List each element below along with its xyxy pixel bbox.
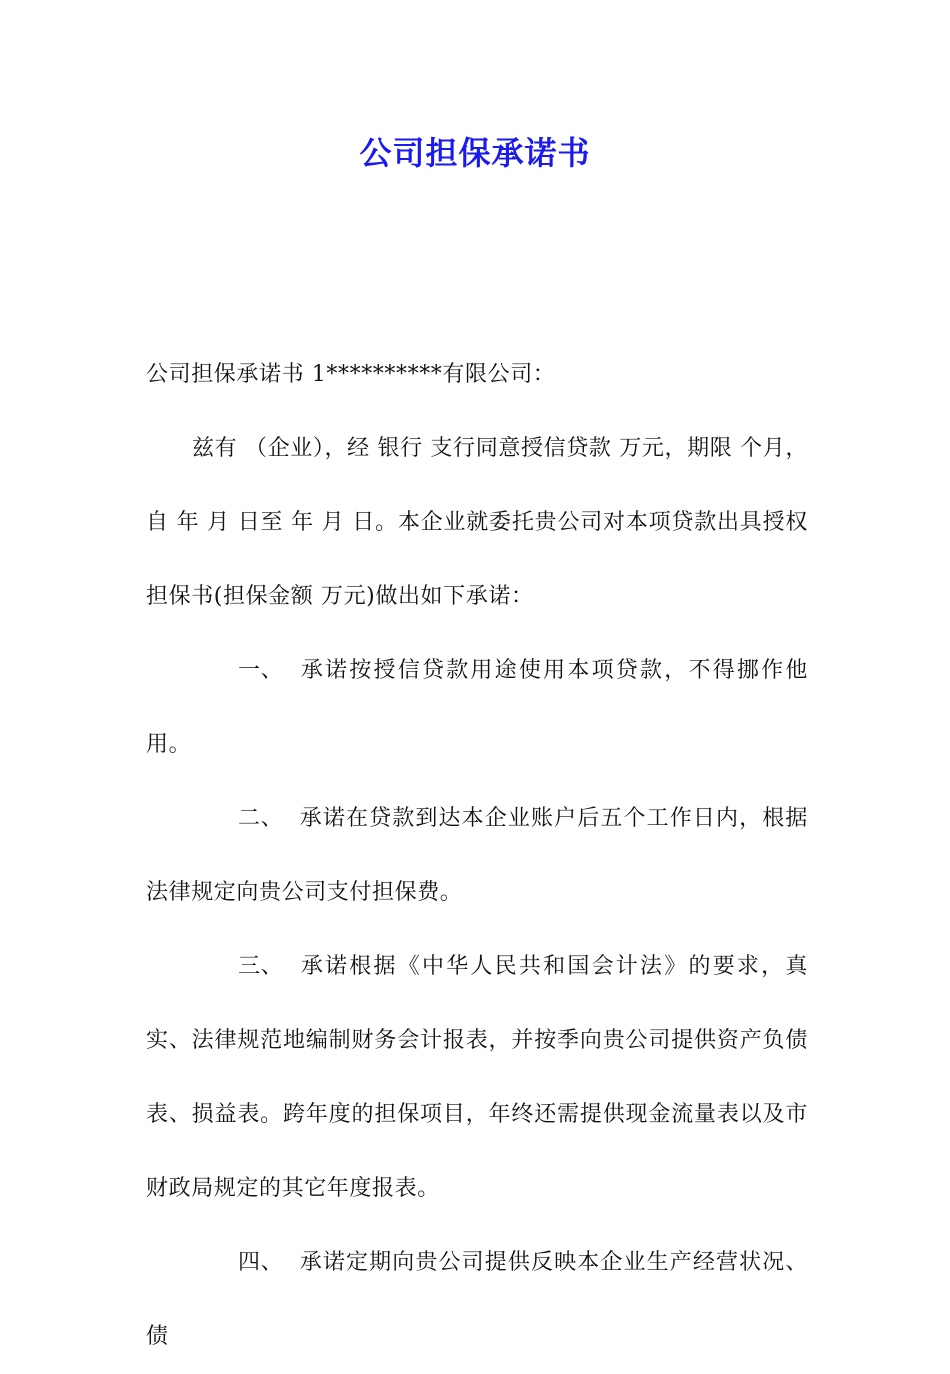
item-number: 二、 xyxy=(238,806,284,831)
commitment-item xyxy=(146,1226,808,1374)
item-number: 四、 xyxy=(238,1250,284,1275)
intro-paragraph: 兹有 （企业），经 银行 支行同意授信贷款 万元，期限 个月，自 年 月 日至 年 月 日。本企业就委托贵公司对本项贷款出具授权担保书(担保金额 万元)做出如下承诺： xyxy=(146,436,808,609)
document-title: 公司担保承诺书 xyxy=(359,134,591,172)
salutation: 公司担保承诺书 1**********有限公司： xyxy=(146,362,556,387)
item-text: 承诺在贷款到达本企业账户后五个工作日内，根据法律规定向贵公司支付担保费。 xyxy=(146,806,808,905)
document-body xyxy=(146,338,808,1374)
item-number: 三、 xyxy=(238,954,284,979)
commitment-item xyxy=(146,930,808,1226)
item-text: 承诺定期向贵公司提供反映本企业生产经营状况、债 xyxy=(146,1250,808,1349)
item-text: 承诺按授信贷款用途使用本项贷款，不得挪作他用。 xyxy=(146,658,808,757)
commitment-item xyxy=(146,782,808,930)
item-text: 承诺根据《中华人民共和国会计法》的要求，真实、法律规范地编制财务会计报表，并按季向贵公司提供资产负债表、损益表。跨年度的担保项目，年终还需提供现金流量表以及市财政局规定的其它年度报表。 xyxy=(146,954,808,1201)
commitment-item xyxy=(146,634,808,782)
item-number: 一、 xyxy=(238,658,284,683)
